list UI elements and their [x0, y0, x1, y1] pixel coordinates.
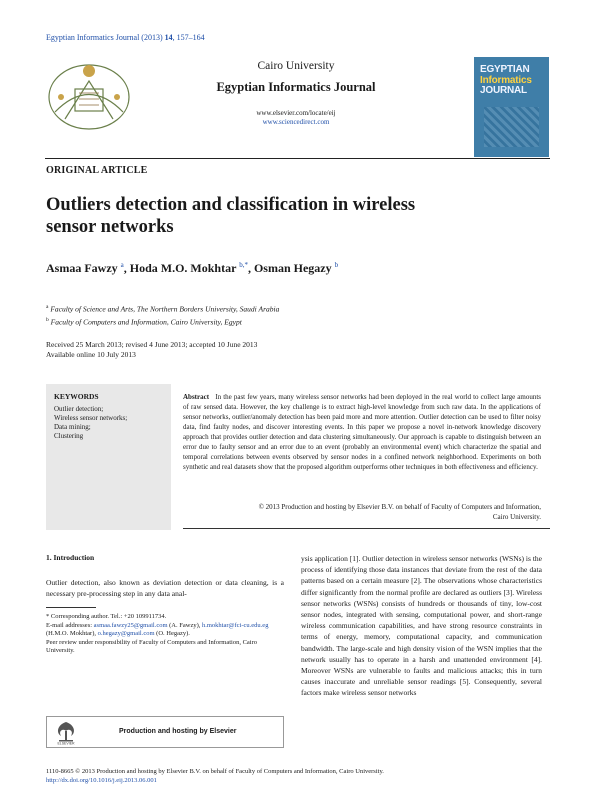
- keywords-box: [46, 384, 171, 530]
- journal-reference[interactable]: [46, 33, 205, 42]
- journal-pages: , 157–164: [172, 33, 205, 42]
- author-affil-link[interactable]: b: [334, 261, 339, 269]
- author-affil-link[interactable]: a: [120, 261, 124, 269]
- sciencedirect-url[interactable]: www.sciencedirect.com: [262, 117, 330, 126]
- footnotes: [46, 613, 284, 656]
- corresponding-author-note: * Corresponding author. Tel.: +20 109911734.: [46, 613, 167, 620]
- journal-ref-prefix: Egyptian Informatics Journal (2013): [46, 33, 165, 42]
- cover-line-2: Informatics: [480, 74, 532, 86]
- author-name: Osman Hegazy: [253, 261, 332, 275]
- article-type: ORIGINAL ARTICLE: [46, 165, 148, 176]
- journal-name: Egyptian Informatics Journal: [216, 80, 376, 94]
- received-dates: Received 25 March 2013; revised 4 June 2013; accepted 10 June 2013: [46, 340, 258, 349]
- intro-paragraph: Outlier detection, also known as deviation detection or data cleaning, is a necessary pre-processing step in any data anal-: [46, 578, 284, 598]
- elsevier-tree-logo-icon: [51, 719, 81, 745]
- keyword-item: Data mining;: [54, 423, 91, 431]
- affiliations: [46, 302, 279, 327]
- journal-cover-image: [474, 57, 549, 157]
- production-hosting-text: Production and hosting by Elsevier: [119, 728, 237, 735]
- footnote-divider: [46, 607, 96, 608]
- author-list: Asmaa Fawzy $^a$, Hoda M.O. Mokhtar $^{b,*}$, Osman Hegazy $^b$: [46, 261, 339, 275]
- doi-link[interactable]: http://dx.doi.org/10.1016/j.eij.2013.06.001: [46, 777, 157, 784]
- university-name: Cairo University: [257, 60, 335, 72]
- abstract-heading: Abstract: [183, 393, 210, 401]
- affiliation-item: $^a$ Faculty of Science and Arts, The Northern Borders University, Saudi Arabia: [46, 304, 280, 314]
- journal-header: [150, 60, 442, 126]
- email-link[interactable]: o.hegazy@gmail.com: [97, 630, 155, 637]
- peer-review-note: Peer review under responsibility of Faculty of Computers and Information, Cairo University.: [46, 638, 258, 654]
- right-column-text: ysis application [1]. Outlier detection in wireless sensor networks (WSNs) is the process of identifying those data instances that deviate from the rest of the data patterns based on a certain measure [2]. The observations whose characteristics differ significantly from the normal profile are declared as outliers [3]. Wireless sensor networks (WSNs) consists of hundreds or thousands of tiny, low-cost sensor nodes, integrated with sensing, computational power, and short-range wireless communication capabilities, and have strong resource constraints in terms of energy, memory, computational capacity, and communication bandwidth. The large-scale and high density vision of the WSN implies that the network usually has to operate in a harsh and unattended environment [4]. Moreover WSNs are vulnerable to faults and malicious attacks; this in turn causes inaccurate and unreliable sensor readings [5]. Consequently, several factors make wireless sensor networks: [301, 554, 542, 698]
- abstract-copyright: [183, 502, 541, 522]
- keyword-item: Clustering: [54, 432, 84, 440]
- cover-line-3: JOURNAL: [480, 85, 527, 96]
- author-name: Asmaa Fawzy: [46, 261, 118, 275]
- cairo-university-emblem: [45, 57, 133, 132]
- author-affil-link[interactable]: b,*: [239, 261, 248, 269]
- header-divider: [45, 158, 550, 159]
- email-link[interactable]: h.mokhtar@fci-cu.edu.eg: [202, 621, 269, 629]
- abstract-text: In the past few years, many wireless sensor networks had been deployed in the real world to collect large amounts of raw sensed data. However, the key challenge is to extract high-level knowledge from such raw data. In the applications of sensor networks, outlier/anomaly detection has been paid more and more attention. Outlier detection can be used to filter noisy data, find faulty nodes, and discover interesting events. In this paper we propose a novel in-network knowledge discovery approach that provides outlier detection and data clustering simultaneously. Our approach is capable to distinguish between an error due to faulty sensor and an error due to an event (probably an environmental event) which characterize the spatial and temporal correlations between events observed by sensor nodes in a confined network neighborhood. Experiments on both synthetic and real datasets show that the proposed algorithm outperforms other techniques in both effectiveness and efficiency.: [183, 393, 542, 471]
- author-name: Hoda M.O. Mokhtar: [129, 261, 237, 275]
- section-heading: 1. Introduction: [46, 553, 95, 562]
- email-addresses: E-mail addresses: asmaa.fawzy25@gmail.com (A. Fawzy), h.mokhtar@fci-cu.edu.eg (H.M.O. Mokhtar), o.hegazy@gmail.com (O. Hegazy).: [46, 621, 269, 637]
- keywords-heading: KEYWORDS: [54, 392, 99, 401]
- elsevier-box: [46, 716, 284, 748]
- article-dates: [46, 340, 257, 360]
- elsevier-url[interactable]: www.elsevier.com/locate/eij: [256, 109, 336, 117]
- keyword-item: Outlier detection;: [54, 405, 104, 413]
- cover-texture: [484, 107, 539, 147]
- abstract-divider: [183, 528, 550, 529]
- footer-copyright: 1110-8665 © 2013 Production and hosting by Elsevier B.V. on behalf of Faculty of Computers and Information, Cairo University.: [46, 768, 384, 775]
- article-title: Outliers detection and classification in wireless sensor networks: [46, 195, 416, 237]
- keyword-item: Wireless sensor networks;: [54, 414, 128, 422]
- copyright-line: © 2013 Production and hosting by Elsevier B.V. on behalf of Faculty of Computers and Information,: [258, 503, 541, 511]
- email-link[interactable]: asmaa.fawzy25@gmail.com: [93, 621, 168, 629]
- abstract: [183, 392, 541, 472]
- cover-line-1: EGYPTIAN: [480, 64, 530, 75]
- journal-volume: 14: [164, 33, 173, 42]
- affiliation-item: $^b$ Faculty of Computers and Information, Cairo University, Egypt: [46, 316, 242, 326]
- elsevier-logo-label: ELSEVIER: [57, 741, 75, 745]
- page-footer: [46, 767, 384, 785]
- online-date: Available online 10 July 2013: [46, 350, 136, 359]
- copyright-line: Cairo University.: [492, 513, 541, 521]
